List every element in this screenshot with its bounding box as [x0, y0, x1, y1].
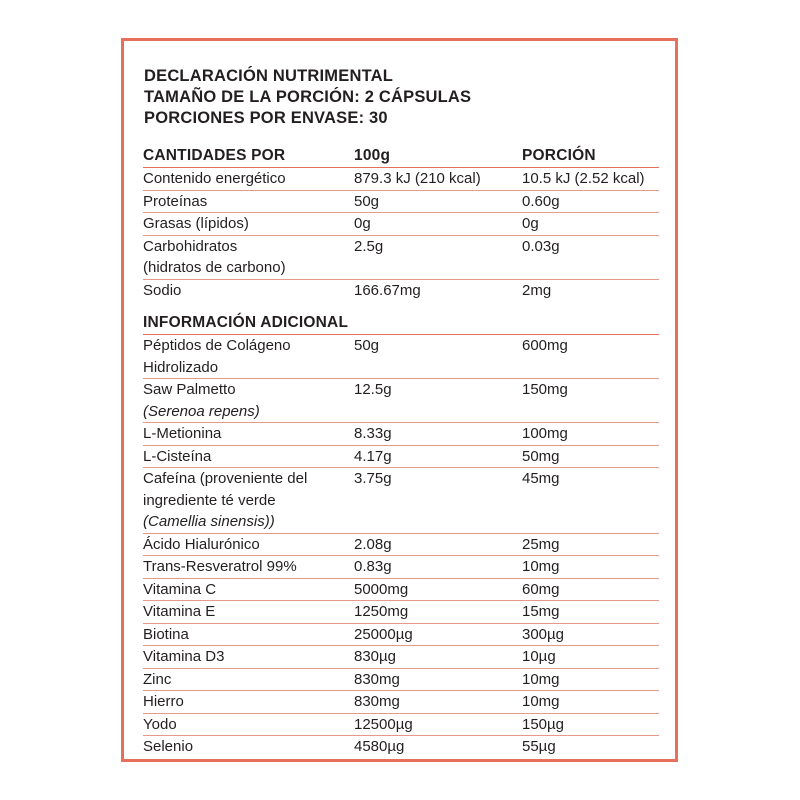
table-row	[143, 191, 659, 214]
table-row	[143, 691, 659, 714]
value-per-portion: 0g	[522, 215, 539, 232]
value-per-portion: 300µg	[522, 625, 565, 643]
additional-title: INFORMACIÓN ADICIONAL	[143, 314, 349, 331]
nutrient-name-line: L-Metionina	[143, 425, 222, 442]
nutrient-name	[143, 236, 354, 279]
value-per-100g: 50g	[354, 337, 380, 354]
nutrient-name-line: Trans-Resveratrol 99%	[143, 558, 297, 575]
value-per-100g: 830mg	[354, 693, 400, 710]
nutrient-name	[143, 736, 354, 758]
value-per-100g: 879.3 kJ (210 kcal)	[354, 170, 481, 187]
value-per-portion: 600mg	[522, 337, 568, 354]
value-per-100g: 8.33g	[354, 425, 392, 442]
nutrient-name-line: ingrediente té verde	[143, 491, 276, 509]
value-per-100g: 25000µg	[354, 625, 413, 643]
table-row	[143, 646, 659, 669]
nutrient-name	[143, 691, 354, 713]
table-row	[143, 534, 659, 557]
table-row	[143, 335, 659, 379]
nutrition-rows	[143, 168, 659, 301]
value-per-portion: 150mg	[522, 381, 568, 398]
table-row	[143, 736, 659, 758]
table-row	[143, 280, 659, 302]
value-per-100g: 12500µg	[354, 715, 413, 733]
nutrient-name	[143, 379, 354, 422]
table-row	[143, 556, 659, 579]
value-per-100g: 0g	[354, 215, 371, 232]
additional-info-table	[143, 313, 659, 758]
nutrient-name-line: Vitamina D3	[143, 648, 225, 665]
value-per-portion: 60mg	[522, 580, 560, 598]
nutrient-name-line: Saw Palmetto	[143, 381, 236, 398]
value-per-portion: 10mg	[522, 558, 560, 575]
value-per-portion: 10µg	[522, 648, 556, 665]
value-per-portion: 150µg	[522, 715, 565, 733]
nutrient-name-line: (hidratos de carbono)	[143, 259, 286, 276]
value-per-portion: 100mg	[522, 425, 568, 442]
nutrition-header-row	[143, 146, 659, 168]
nutrient-name-line: Péptidos de Colágeno	[143, 337, 291, 354]
nutrient-name	[143, 213, 354, 235]
servings-per-container: PORCIONES POR ENVASE: 30	[144, 109, 388, 127]
nutrient-name	[143, 168, 354, 190]
table-row	[143, 669, 659, 692]
nutrient-name-line: Yodo	[143, 715, 177, 733]
value-per-100g: 0.83g	[354, 558, 392, 575]
nutrient-name	[143, 335, 354, 378]
table-row	[143, 579, 659, 602]
table-row	[143, 236, 659, 280]
table-row	[143, 601, 659, 624]
value-per-portion: 10mg	[522, 670, 560, 688]
nutrient-name-line: Sodio	[143, 281, 182, 299]
value-per-100g: 4580µg	[354, 738, 405, 755]
value-per-portion: 45mg	[522, 470, 560, 487]
col-header-portion: PORCIÓN	[522, 147, 596, 164]
nutrient-name-line: Vitamina E	[143, 603, 216, 620]
additional-rows	[143, 335, 659, 758]
table-row	[143, 379, 659, 423]
serving-size: TAMAÑO DE LA PORCIÓN: 2 CÁPSULAS	[144, 88, 472, 106]
value-per-100g: 830mg	[354, 670, 400, 688]
value-per-portion: 55µg	[522, 738, 556, 755]
table-row	[143, 714, 659, 737]
nutrient-name	[143, 423, 354, 445]
nutrient-name	[143, 446, 354, 468]
nutrient-name	[143, 280, 354, 302]
value-per-100g: 50g	[354, 192, 380, 210]
value-per-100g: 12.5g	[354, 381, 392, 398]
value-per-portion: 0.03g	[522, 237, 560, 255]
nutrient-name	[143, 601, 354, 623]
declaration-title: DECLARACIÓN NUTRIMENTAL	[144, 67, 394, 85]
nutrient-name-line: Proteínas	[143, 192, 208, 210]
nutrient-name-line: Biotina	[143, 625, 189, 643]
nutrient-name	[143, 579, 354, 601]
nutrient-name-line: Vitamina C	[143, 580, 217, 598]
nutrient-name	[143, 534, 354, 556]
value-per-100g: 2.5g	[354, 237, 384, 255]
table-row	[143, 446, 659, 469]
nutrient-name	[143, 556, 354, 578]
value-per-portion: 25mg	[522, 535, 560, 553]
col-header-amounts: CANTIDADES POR	[143, 147, 286, 164]
value-per-100g: 4.17g	[354, 447, 392, 465]
value-per-portion: 15mg	[522, 603, 560, 620]
table-row	[143, 168, 659, 191]
nutrient-name-line: Hidrolizado	[143, 358, 219, 376]
nutrient-name-line: Hierro	[143, 693, 184, 710]
nutrient-name	[143, 646, 354, 668]
table-row	[143, 624, 659, 647]
nutrient-name	[143, 714, 354, 736]
nutrient-name-line: L-Cisteína	[143, 447, 212, 465]
nutrient-name-line: Carbohidratos	[143, 237, 238, 255]
value-per-100g: 5000mg	[354, 580, 409, 598]
nutrient-name-line: Grasas (lípidos)	[143, 215, 249, 232]
col-header-100g: 100g	[354, 147, 391, 164]
label-header	[144, 66, 471, 129]
nutrient-name	[143, 468, 354, 533]
nutrient-name-line: (Camellia sinensis))	[143, 513, 275, 530]
value-per-100g: 2.08g	[354, 535, 392, 553]
value-per-portion: 10.5 kJ (2.52 kcal)	[522, 170, 645, 187]
nutrient-name-line: Ácido Hialurónico	[143, 535, 260, 553]
value-per-100g: 166.67mg	[354, 281, 421, 299]
value-per-100g: 3.75g	[354, 470, 392, 487]
table-row	[143, 213, 659, 236]
nutrient-name-line: (Serenoa repens)	[143, 402, 260, 420]
value-per-100g: 830µg	[354, 648, 397, 665]
table-row	[143, 468, 659, 534]
nutrient-name	[143, 624, 354, 646]
table-row	[143, 423, 659, 446]
value-per-100g: 1250mg	[354, 603, 409, 620]
nutrient-name	[143, 191, 354, 213]
nutrient-name-line: Zinc	[143, 670, 172, 688]
value-per-portion: 2mg	[522, 281, 552, 299]
nutrient-name	[143, 669, 354, 691]
nutrition-table	[143, 146, 659, 301]
value-per-portion: 10mg	[522, 693, 560, 710]
value-per-portion: 50mg	[522, 447, 560, 465]
nutrient-name-line: Selenio	[143, 738, 194, 755]
additional-header-row	[143, 313, 659, 335]
value-per-portion: 0.60g	[522, 192, 560, 210]
nutrient-name-line: Cafeína (proveniente del	[143, 470, 308, 487]
nutrient-name-line: Contenido energético	[143, 170, 286, 187]
